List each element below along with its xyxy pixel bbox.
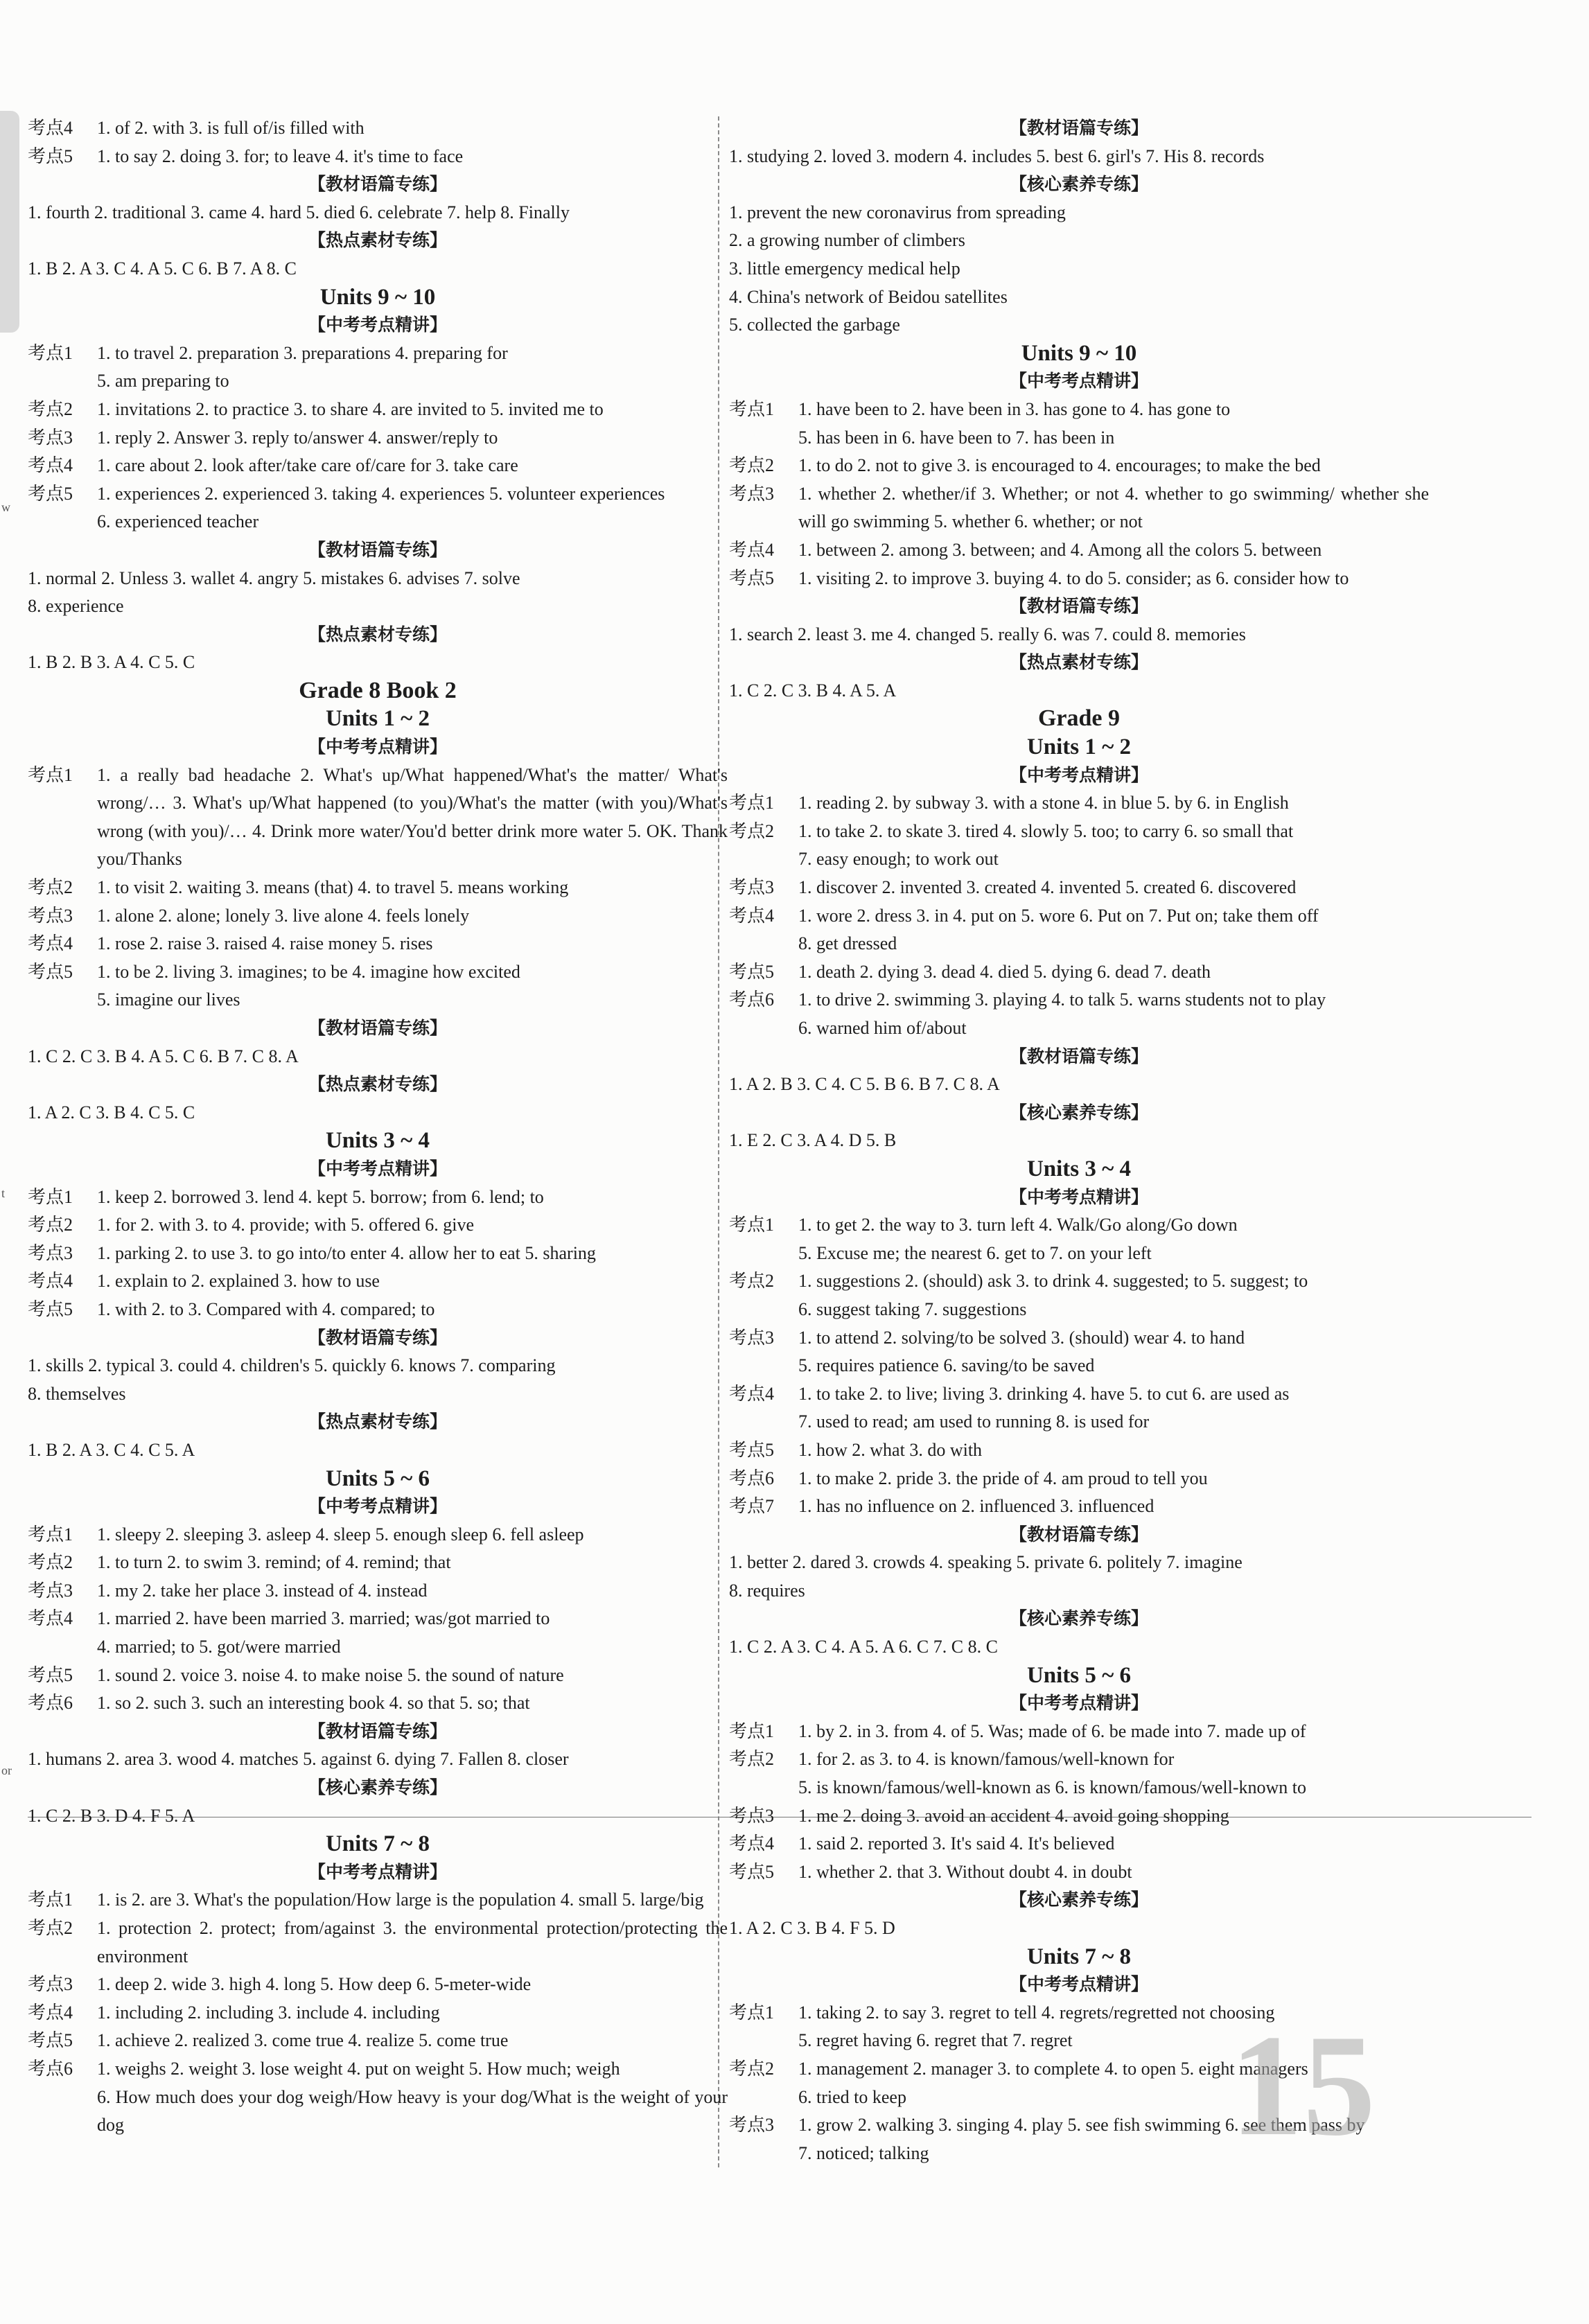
answer-text: 1. to make 2. pride 3. the pride of 4. am proud to tell you (798, 1468, 1208, 1488)
answer-text: 1. to drive 2. swimming 3. playing 4. to talk 5. warns students not to play (798, 989, 1326, 1010)
point-tag: 考点2 (28, 1215, 73, 1235)
answer-text: 1. to take 2. to skate 3. tired 4. slowly 5. too; to carry 6. so small that (798, 820, 1294, 841)
answer-row (729, 874, 1429, 902)
answer-text: 1. parking 2. to use 3. to go into/to enter 4. allow her to eat 5. sharing (97, 1242, 596, 1263)
point-tag: 考点4 (729, 539, 775, 560)
answer-row (729, 1718, 1429, 1746)
answer-text: 1. achieve 2. realized 3. come true 4. realize 5. come true (97, 2030, 509, 2051)
answer-text: 1. care about 2. look after/take care of/care for 3. take care (97, 455, 518, 476)
answer-continuation: 6. experienced teacher (97, 511, 259, 532)
answer-row (729, 1465, 1429, 1493)
answer-row (28, 1577, 728, 1605)
answer-row (729, 1380, 1429, 1409)
point-tag: 考点5 (28, 2030, 73, 2051)
answer-line: 1. normal 2. Unless 3. wallet 4. angry 5. mistakes 6. advises 7. solve (28, 567, 520, 588)
point-tag: 考点2 (28, 1552, 73, 1573)
answer-text: 1. protection 2. protect; from/against 3. the environmental protection/protecting the environment (97, 1918, 728, 1966)
margin-mark: w (1, 500, 10, 514)
answer-text: 1. has no influence on 2. influenced 3. influenced (798, 1496, 1155, 1517)
point-tag: 考点5 (28, 146, 73, 166)
answer-continuation: 5. am preparing to (97, 371, 229, 391)
point-tag: 考点4 (28, 455, 73, 476)
section-label: 【中考考点精讲】 (308, 1861, 447, 1882)
point-tag: 考点3 (729, 2115, 775, 2136)
answer-continuation: 6. How much does your dog weigh/How heavy is your dog/What is the weight of your dog (97, 2086, 728, 2136)
answer-text: 1. to visit 2. waiting 3. means (that) 4. to travel 5. means working (97, 877, 569, 898)
grade-heading: Grade 8 Book 2 (299, 677, 457, 703)
answer-column-right (729, 114, 1429, 2167)
answer-text: 1. said 2. reported 3. It's said 4. It's believed (798, 1833, 1115, 1854)
point-tag: 考点3 (729, 1805, 775, 1826)
section-label: 【热点素材专练】 (1009, 652, 1148, 673)
point-tag: 考点5 (729, 961, 775, 982)
point-tag: 考点1 (28, 342, 73, 363)
answer-row (729, 986, 1429, 1014)
answer-row (729, 1436, 1429, 1465)
answer-line: 1. humans 2. area 3. wood 4. matches 5. against 6. dying 7. Fallen 8. closer (28, 1749, 569, 1770)
answer-row (28, 1211, 728, 1240)
answer-line: 1. A 2. C 3. B 4. F 5. D (729, 1918, 895, 1938)
section-label: 【热点素材专练】 (308, 1074, 447, 1095)
answer-continuation: 7. noticed; talking (798, 2142, 929, 2163)
answer-row (729, 1493, 1429, 1521)
answer-text: 1. wore 2. dress 3. in 4. put on 5. wore 6. Put on 7. Put on; take them off (798, 905, 1319, 926)
point-tag: 考点2 (729, 820, 775, 841)
answer-text: 1. is 2. are 3. What's the population/How large is the population 4. small 5. large/big (97, 1890, 704, 1910)
answer-text: 1. of 2. with 3. is full of/is filled with (97, 118, 365, 138)
point-tag: 考点3 (28, 1580, 73, 1601)
section-label: 【中考考点精讲】 (308, 1158, 447, 1179)
grade-heading: Grade 9 (1037, 705, 1121, 732)
answer-row (28, 424, 728, 452)
answer-row (28, 1521, 728, 1549)
point-tag: 考点2 (729, 455, 775, 476)
point-tag: 考点4 (28, 118, 73, 138)
section-label: 【教材语篇专练】 (1009, 1524, 1148, 1544)
point-tag: 考点5 (729, 567, 775, 588)
answer-line: 4. China's network of Beidou satellites (729, 286, 1008, 307)
answer-text: 1. taking 2. to say 3. regret to tell 4. regrets/regretted not choosing (798, 2002, 1275, 2023)
answer-text: 1. sleepy 2. sleeping 3. asleep 4. sleep 5. enough sleep 6. fell asleep (97, 1524, 584, 1544)
section-label: 【教材语篇专练】 (1009, 118, 1148, 138)
page-number: 15 (1230, 2005, 1376, 2166)
answer-line: 1. B 2. B 3. A 4. C 5. C (28, 652, 195, 673)
answer-text: 1. with 2. to 3. Compared with 4. compared; to (97, 1299, 435, 1319)
section-label: 【中考考点精讲】 (1009, 1186, 1148, 1207)
answer-text: 1. death 2. dying 3. dead 4. died 5. dying 6. dead 7. death (798, 961, 1211, 982)
section-label: 【中考考点精讲】 (308, 737, 447, 757)
answer-row (28, 2055, 728, 2084)
answer-text: 1. to get 2. the way to 3. turn left 4. Walk/Go along/Go down (798, 1215, 1238, 1235)
answer-line: 3. little emergency medical help (729, 258, 960, 279)
point-tag: 考点4 (28, 1608, 73, 1629)
answer-continuation: 5. imagine our lives (97, 989, 240, 1010)
point-tag: 考点1 (729, 1215, 775, 1235)
answer-row (28, 114, 728, 143)
unit-heading: Units 9 ~ 10 (1021, 340, 1137, 366)
section-label: 【中考考点精讲】 (1009, 371, 1148, 391)
point-tag: 考点4 (28, 2002, 73, 2023)
point-tag: 考点4 (28, 933, 73, 954)
point-tag: 考点1 (729, 2002, 775, 2023)
answer-line: 1. skills 2. typical 3. could 4. children's 5. quickly 6. knows 7. comparing (28, 1355, 556, 1376)
point-tag: 考点5 (729, 1861, 775, 1882)
answer-row (28, 902, 728, 931)
answer-text: 1. including 2. including 3. include 4. including (97, 2002, 440, 2023)
point-tag: 考点7 (729, 1496, 775, 1517)
answer-row (729, 818, 1429, 846)
answer-text: 1. a really bad headache 2. What's up/What happened/What's the matter/ What's wrong/… 3. What's up/What happened (to you)/What's the matter (with you)/What's wrong (with you)/… 4. Drink more water/You'd better drink more water 5. OK. Thank you/Thanks (97, 764, 728, 870)
answer-text: 1. weighs 2. weight 3. lose weight 4. put on weight 5. How much; weigh (97, 2058, 620, 2079)
point-tag: 考点3 (28, 905, 73, 926)
answer-row (729, 1211, 1429, 1240)
answer-line: 8. themselves (28, 1383, 126, 1404)
answer-text: 1. grow 2. walking 3. singing 4. play 5. see fish swimming 6. see them pass by (798, 2115, 1365, 2136)
answer-row (28, 452, 728, 480)
section-label: 【教材语篇专练】 (308, 1327, 447, 1348)
answer-line: 1. C 2. B 3. D 4. F 5. A (28, 1805, 195, 1826)
point-tag: 考点4 (729, 905, 775, 926)
answer-row (729, 902, 1429, 931)
answer-row (28, 1662, 728, 1690)
answer-row (28, 2027, 728, 2055)
answer-text: 1. whether 2. that 3. Without doubt 4. in doubt (798, 1861, 1132, 1882)
answer-text: 1. me 2. doing 3. avoid an accident 4. avoid going shopping (798, 1805, 1229, 1826)
answer-text: 1. explain to 2. explained 3. how to use (97, 1271, 380, 1292)
answer-text: 1. keep 2. borrowed 3. lend 4. kept 5. borrow; from 6. lend; to (97, 1186, 544, 1207)
answer-row (729, 480, 1429, 536)
unit-heading: Units 7 ~ 8 (325, 1831, 430, 1857)
answer-row (729, 1858, 1429, 1887)
answer-row (28, 480, 728, 509)
answer-text: 1. deep 2. wide 3. high 4. long 5. How deep 6. 5-meter-wide (97, 1974, 532, 1995)
point-tag: 考点6 (729, 1468, 775, 1488)
answer-row (729, 958, 1429, 987)
answer-continuation: 5. regret having 6. regret that 7. regret (798, 2030, 1073, 2051)
point-tag: 考点3 (729, 877, 775, 898)
answer-continuation: 6. tried to keep (798, 2086, 906, 2107)
unit-heading: Units 5 ~ 6 (325, 1465, 430, 1491)
answer-row (729, 1324, 1429, 1353)
point-tag: 考点5 (28, 1664, 73, 1685)
unit-heading: Units 5 ~ 6 (1026, 1662, 1132, 1688)
point-tag: 考点6 (28, 1693, 73, 1714)
section-label: 【核心素养专练】 (1009, 1608, 1148, 1629)
section-label: 【中考考点精讲】 (308, 315, 447, 335)
answer-row (729, 1802, 1429, 1831)
answer-line: 1. prevent the new coronavirus from spreading (729, 202, 1066, 222)
answer-row (28, 143, 728, 171)
answer-text: 1. rose 2. raise 3. raised 4. raise money 5. rises (97, 933, 433, 954)
answer-row (729, 536, 1429, 565)
answer-line: 1. A 2. B 3. C 4. C 5. B 6. B 7. C 8. A (729, 1074, 1000, 1095)
point-tag: 考点4 (28, 1271, 73, 1292)
answer-text: 1. for 2. as 3. to 4. is known/famous/well-known for (798, 1749, 1175, 1770)
point-tag: 考点4 (729, 1383, 775, 1404)
answer-row (28, 762, 728, 874)
unit-heading: Units 9 ~ 10 (319, 284, 436, 310)
section-label: 【核心素养专练】 (308, 1777, 447, 1798)
answer-continuation: 7. easy enough; to work out (798, 849, 999, 870)
answer-row (28, 1689, 728, 1718)
point-tag: 考点4 (729, 1833, 775, 1854)
answer-text: 1. my 2. take her place 3. instead of 4. instead (97, 1580, 428, 1601)
answer-text: 1. so 2. such 3. such an interesting book 4. so that 5. so; that (97, 1693, 530, 1714)
answer-text: 1. whether 2. whether/if 3. Whether; or not 4. whether to go swimming/ whether she will go swimming 5. whether 6. whether; or not (798, 483, 1429, 532)
answer-continuation: 5. Excuse me; the nearest 6. get to 7. on your left (798, 1242, 1152, 1263)
point-tag: 考点3 (729, 1327, 775, 1348)
answer-continuation: 6. warned him of/about (798, 1018, 967, 1038)
answer-text: 1. to turn 2. to swim 3. remind; of 4. remind; that (97, 1552, 451, 1573)
answer-column-left (28, 114, 728, 2140)
answer-text: 1. management 2. manager 3. to complete 4. to open 5. eight managers (798, 2058, 1308, 2079)
answer-row (28, 1240, 728, 1268)
section-label: 【教材语篇专练】 (308, 1018, 447, 1038)
answer-row (28, 874, 728, 902)
section-label: 【教材语篇专练】 (308, 174, 447, 195)
answer-continuation: 5. requires patience 6. saving/to be saved (798, 1355, 1095, 1376)
answer-text: 1. discover 2. invented 3. created 4. invented 5. created 6. discovered (798, 877, 1297, 898)
section-label: 【教材语篇专练】 (1009, 1046, 1148, 1066)
answer-continuation: 4. married; to 5. got/were married (97, 1637, 341, 1657)
answer-text: 1. alone 2. alone; lonely 3. live alone 4. feels lonely (97, 905, 470, 926)
answer-row (729, 789, 1429, 818)
answer-row (28, 1267, 728, 1296)
point-tag: 考点1 (729, 398, 775, 419)
answer-row (28, 1183, 728, 1212)
answer-line: 1. E 2. C 3. A 4. D 5. B (729, 1130, 897, 1151)
point-tag: 考点3 (729, 483, 775, 504)
answer-row (28, 1999, 728, 2027)
section-label: 【中考考点精讲】 (308, 1496, 447, 1517)
section-label: 【中考考点精讲】 (1009, 1974, 1148, 1995)
margin-mark: or (1, 1763, 12, 1777)
answer-row (28, 1886, 728, 1914)
answer-continuation: 5. is known/famous/well-known as 6. is known/famous/well-known to (798, 1777, 1306, 1798)
point-tag: 考点3 (28, 427, 73, 448)
answer-line: 1. fourth 2. traditional 3. came 4. hard 5. died 6. celebrate 7. help 8. Finally (28, 202, 570, 222)
answer-text: 1. have been to 2. have been in 3. has gone to 4. has gone to (798, 398, 1231, 419)
answer-text: 1. experiences 2. experienced 3. taking 4. experiences 5. volunteer experiences (97, 483, 665, 504)
section-label: 【中考考点精讲】 (1009, 1693, 1148, 1714)
answer-line: 1. A 2. C 3. B 4. C 5. C (28, 1102, 195, 1123)
section-label: 【教材语篇专练】 (1009, 596, 1148, 617)
point-tag: 考点1 (729, 1720, 775, 1741)
section-label: 【核心素养专练】 (1009, 174, 1148, 195)
answer-line: 1. B 2. A 3. C 4. C 5. A (28, 1439, 195, 1460)
point-tag: 考点2 (729, 1271, 775, 1292)
answer-text: 1. reply 2. Answer 3. reply to/answer 4. answer/reply to (97, 427, 498, 448)
answer-text: 1. for 2. with 3. to 4. provide; with 5. offered 6. give (97, 1215, 474, 1235)
answer-line: 1. C 2. C 3. B 4. A 5. A (729, 680, 897, 701)
answer-row (28, 1971, 728, 1999)
answer-continuation: 6. suggest taking 7. suggestions (798, 1299, 1027, 1319)
answer-text: 1. to take 2. to live; living 3. drinking 4. have 5. to cut 6. are used as (798, 1383, 1290, 1404)
point-tag: 考点1 (28, 1524, 73, 1544)
point-tag: 考点2 (729, 2058, 775, 2079)
unit-heading: Units 3 ~ 4 (325, 1128, 430, 1154)
section-label: 【热点素材专练】 (308, 1411, 447, 1432)
answer-row (729, 1267, 1429, 1296)
answer-line: 1. search 2. least 3. me 4. changed 5. really 6. was 7. could 8. memories (729, 624, 1246, 644)
point-tag: 考点6 (28, 2058, 73, 2079)
page-edge-tab (0, 111, 19, 333)
answer-text: 1. to say 2. doing 3. for; to leave 4. it's time to face (97, 146, 464, 166)
point-tag: 考点2 (28, 398, 73, 419)
point-tag: 考点3 (28, 1242, 73, 1263)
unit-heading: Units 1 ~ 2 (325, 706, 430, 732)
answer-line: 1. C 2. A 3. C 4. A 5. A 6. C 7. C 8. C (729, 1637, 998, 1657)
answer-row (28, 1914, 728, 1971)
answer-row (729, 396, 1429, 424)
point-tag: 考点1 (28, 1890, 73, 1910)
point-tag: 考点5 (28, 1299, 73, 1319)
point-tag: 考点2 (28, 1918, 73, 1938)
section-label: 【教材语篇专练】 (308, 1720, 447, 1741)
answer-text: 1. invitations 2. to practice 3. to share 4. are invited to 5. invited me to (97, 398, 604, 419)
answer-line: 8. requires (729, 1580, 805, 1601)
answer-line: 5. collected the garbage (729, 315, 900, 335)
answer-line: 1. better 2. dared 3. crowds 4. speaking 5. private 6. politely 7. imagine (729, 1552, 1243, 1573)
section-label: 【热点素材专练】 (308, 624, 447, 644)
answer-row (28, 958, 728, 987)
answer-line: 1. B 2. A 3. C 4. A 5. C 6. B 7. A 8. C (28, 258, 297, 279)
point-tag: 考点1 (28, 1186, 73, 1207)
point-tag: 考点5 (28, 483, 73, 504)
answer-row (28, 1296, 728, 1324)
point-tag: 考点1 (28, 764, 73, 785)
answer-row (28, 396, 728, 424)
answer-text: 1. visiting 2. to improve 3. buying 4. to do 5. consider; as 6. consider how to (798, 567, 1349, 588)
point-tag: 考点2 (28, 877, 73, 898)
section-label: 【核心素养专练】 (1009, 1102, 1148, 1123)
answer-text: 1. reading 2. by subway 3. with a stone 4. in blue 5. by 6. in English (798, 793, 1289, 813)
point-tag: 考点5 (729, 1439, 775, 1460)
answer-text: 1. sound 2. voice 3. noise 4. to make noise 5. the sound of nature (97, 1664, 564, 1685)
answer-continuation: 5. has been in 6. have been to 7. has been in (798, 427, 1115, 448)
answer-continuation: 7. used to read; am used to running 8. is used for (798, 1411, 1150, 1432)
answer-text: 1. between 2. among 3. between; and 4. Among all the colors 5. between (798, 539, 1322, 560)
answer-row (28, 930, 728, 958)
point-tag: 考点2 (729, 1749, 775, 1770)
answer-text: 1. married 2. have been married 3. married; was/got married to (97, 1608, 550, 1629)
answer-text: 1. how 2. what 3. do with (798, 1439, 983, 1460)
point-tag: 考点5 (28, 961, 73, 982)
answer-text: 1. by 2. in 3. from 4. of 5. Was; made of 6. be made into 7. made up of (798, 1720, 1306, 1741)
answer-line: 2. a growing number of climbers (729, 230, 965, 251)
answer-row (28, 1605, 728, 1633)
section-label: 【教材语篇专练】 (308, 539, 447, 560)
unit-heading: Units 3 ~ 4 (1026, 1156, 1132, 1181)
unit-heading: Units 1 ~ 2 (1026, 734, 1132, 760)
answer-line: 1. C 2. C 3. B 4. A 5. C 6. B 7. C 8. A (28, 1046, 299, 1066)
section-label: 【核心素养专练】 (1009, 1890, 1148, 1910)
answer-row (729, 1745, 1429, 1774)
answer-line: 1. studying 2. loved 3. modern 4. includes 5. best 6. girl's 7. His 8. records (729, 146, 1265, 166)
answer-text: 1. to do 2. not to give 3. is encouraged to 4. encourages; to make the bed (798, 455, 1321, 476)
point-tag: 考点6 (729, 989, 775, 1010)
answer-text: 1. to be 2. living 3. imagines; to be 4. imagine how excited (97, 961, 520, 982)
answer-continuation: 8. get dressed (798, 933, 897, 954)
answer-text: 1. to attend 2. solving/to be solved 3. (should) wear 4. to hand (798, 1327, 1245, 1348)
answer-row (729, 1830, 1429, 1858)
margin-mark: t (1, 1186, 6, 1200)
section-label: 【中考考点精讲】 (1009, 764, 1148, 785)
answer-row (729, 452, 1429, 480)
unit-heading: Units 7 ~ 8 (1026, 1944, 1132, 1969)
point-tag: 考点1 (729, 793, 775, 813)
answer-row (28, 340, 728, 368)
section-label: 【热点素材专练】 (308, 230, 447, 251)
answer-row (729, 565, 1429, 593)
answer-text: 1. to travel 2. preparation 3. preparations 4. preparing for (97, 342, 508, 363)
point-tag: 考点3 (28, 1974, 73, 1995)
answer-text: 1. suggestions 2. (should) ask 3. to drink 4. suggested; to 5. suggest; to (798, 1271, 1308, 1292)
answer-row (28, 1549, 728, 1577)
answer-line: 8. experience (28, 596, 124, 617)
